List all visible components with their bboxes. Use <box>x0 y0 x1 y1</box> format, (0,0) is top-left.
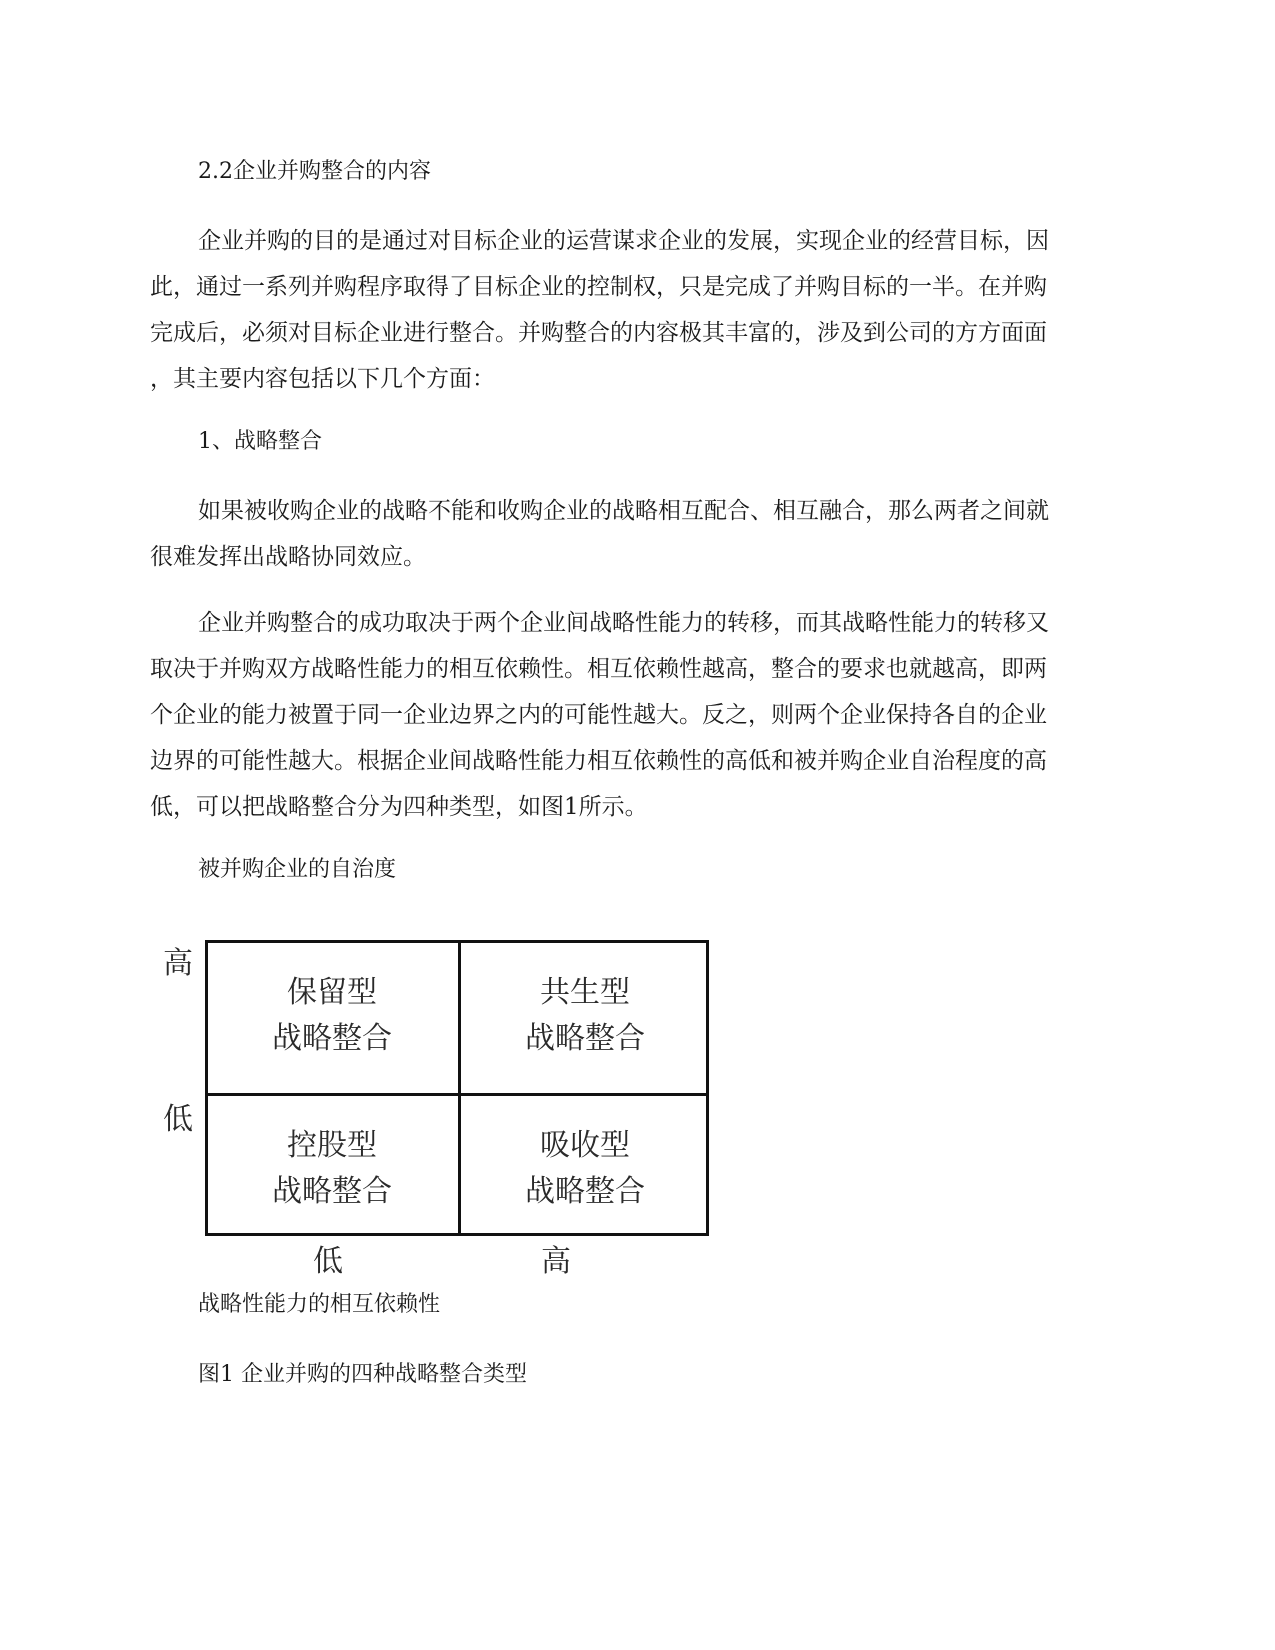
cell-title: 保留型 <box>287 975 377 1010</box>
paragraph-1-line: ，其主要内容包括以下几个方面： <box>150 366 495 392</box>
paragraph-1 <box>150 218 1130 402</box>
cell-subtitle: 战略整合 <box>272 1174 392 1209</box>
x-axis-title: 战略性能力的相互依赖性 <box>198 1292 441 1317</box>
paragraph-3-line: 取决于并购双方战略性能力的相互依赖性。相互依赖性越高，整合的要求也就越高，即两 <box>150 656 1047 682</box>
paragraph-2 <box>150 488 1130 580</box>
y-axis-high-label: 高 <box>163 946 193 981</box>
cell-title: 控股型 <box>287 1128 377 1163</box>
sub-heading: 1、战略整合 <box>198 429 322 454</box>
section-heading: 2.2企业并购整合的内容 <box>198 159 431 184</box>
y-axis-title: 被并购企业的自治度 <box>198 857 397 882</box>
cell-title: 吸收型 <box>540 1128 630 1163</box>
paragraph-3-line: 个企业的能力被置于同一企业边界之内的可能性越大。反之，则两个企业保持各自的企业 <box>150 702 1047 728</box>
paragraph-1-line: 完成后，必须对目标企业进行整合。并购整合的内容极其丰富的，涉及到公司的方方面面 <box>150 320 1047 346</box>
cell-symbiosis-type <box>461 943 709 1089</box>
paragraph-3 <box>150 600 1130 830</box>
x-axis-low-label: 低 <box>313 1244 343 1279</box>
paragraph-1-line: 企业并购的目的是通过对目标企业的运营谋求企业的发展，实现企业的经营目标，因 <box>198 228 1049 254</box>
paragraph-1-line: 此，通过一系列并购程序取得了目标企业的控制权，只是完成了并购目标的一半。在并购 <box>150 274 1047 300</box>
cell-absorption-type <box>461 1096 709 1242</box>
paragraph-3-line: 企业并购整合的成功取决于两个企业间战略性能力的转移，而其战略性能力的转移又 <box>198 610 1049 636</box>
paragraph-3-line: 低，可以把战略整合分为四种类型，如图1所示。 <box>150 794 648 820</box>
paragraph-3-line: 边界的可能性越大。根据企业间战略性能力相互依赖性的高低和被并购企业自治程度的高 <box>150 748 1047 774</box>
paragraph-2-line: 如果被收购企业的战略不能和收购企业的战略相互配合、相互融合，那么两者之间就 <box>198 498 1049 524</box>
cell-retention-type <box>208 943 456 1089</box>
y-axis-low-label: 低 <box>163 1102 193 1137</box>
paragraph-2-line: 很难发挥出战略协同效应。 <box>150 544 426 570</box>
cell-holding-type <box>208 1096 456 1242</box>
figure-caption: 图1 企业并购的四种战略整合类型 <box>198 1362 527 1387</box>
cell-subtitle: 战略整合 <box>525 1021 645 1056</box>
cell-subtitle: 战略整合 <box>525 1174 645 1209</box>
cell-subtitle: 战略整合 <box>272 1021 392 1056</box>
matrix-grid <box>205 940 709 1236</box>
strategy-matrix-figure <box>155 940 715 1300</box>
x-axis-high-label: 高 <box>541 1244 571 1279</box>
cell-title: 共生型 <box>540 975 630 1010</box>
